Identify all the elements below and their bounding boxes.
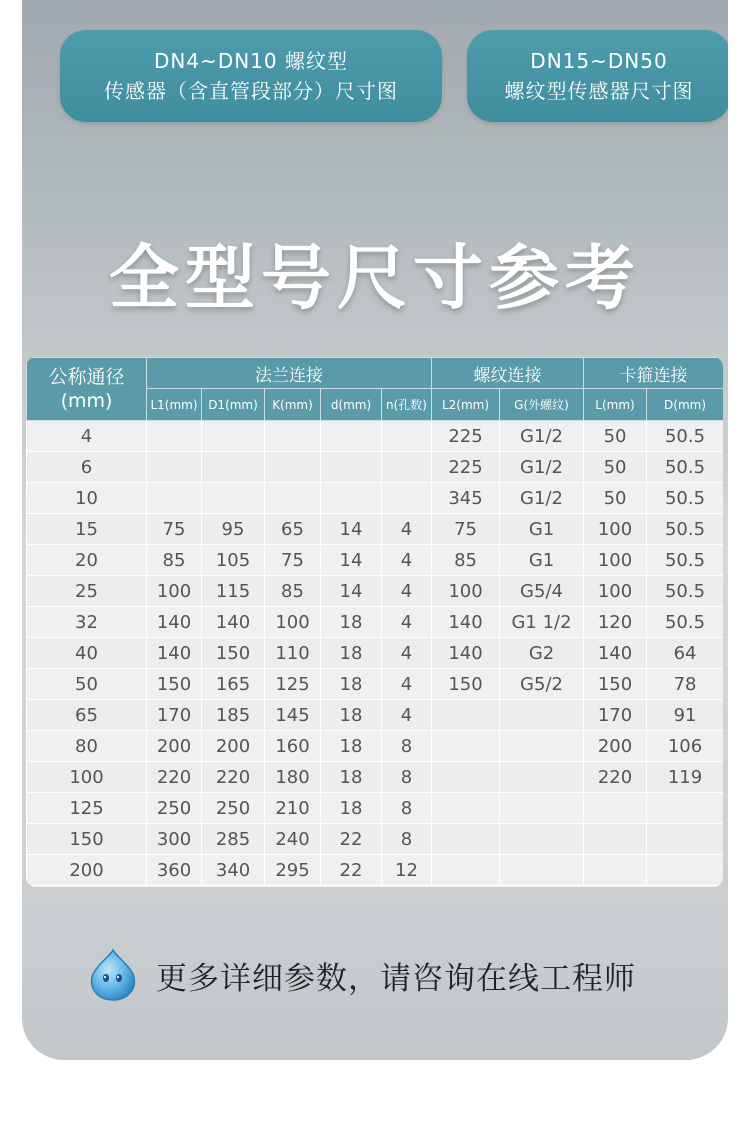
table-cell: 78 <box>647 669 723 700</box>
table-cell <box>382 421 432 452</box>
table-cell: 110 <box>265 638 321 669</box>
table-cell: 119 <box>647 762 723 793</box>
table-cell: 285 <box>202 824 265 855</box>
table-cell: 100 <box>584 514 647 545</box>
table-cell: 91 <box>647 700 723 731</box>
table-cell: 220 <box>584 762 647 793</box>
table-cell <box>265 483 321 514</box>
table-cell: 160 <box>265 731 321 762</box>
table-row <box>27 514 724 545</box>
table-cell: 75 <box>265 545 321 576</box>
table-cell: 18 <box>321 700 382 731</box>
nominal-diameter-cell: 200 <box>27 855 147 886</box>
table-cell: 140 <box>202 607 265 638</box>
left-button-line1: DN4~DN10 螺纹型 <box>153 49 348 73</box>
table-cell <box>584 855 647 886</box>
footer-contact <box>88 948 636 1002</box>
table-cell <box>647 824 723 855</box>
nominal-diameter-cell: 4 <box>27 421 147 452</box>
table-cell <box>265 452 321 483</box>
column-header: L2(mm) <box>432 389 500 421</box>
table-cell: 100 <box>432 576 500 607</box>
table-cell: 140 <box>147 638 202 669</box>
table-cell <box>500 700 584 731</box>
table-cell: 106 <box>647 731 723 762</box>
table-cell <box>202 421 265 452</box>
table-cell <box>584 793 647 824</box>
table-cell: 12 <box>382 855 432 886</box>
table-cell <box>321 421 382 452</box>
table-cell <box>500 762 584 793</box>
table-cell: G5/2 <box>500 669 584 700</box>
table-cell <box>147 483 202 514</box>
table-cell: 85 <box>265 576 321 607</box>
table-cell <box>500 855 584 886</box>
dimension-table-container <box>26 357 723 887</box>
table-cell: 360 <box>147 855 202 886</box>
table-cell: 22 <box>321 855 382 886</box>
table-cell: 250 <box>202 793 265 824</box>
table-cell: 14 <box>321 576 382 607</box>
table-cell <box>432 731 500 762</box>
table-cell: 4 <box>382 576 432 607</box>
table-cell: 18 <box>321 731 382 762</box>
table-cell: G1/2 <box>500 421 584 452</box>
footer-text: 更多详细参数，请咨询在线工程师 <box>156 960 636 997</box>
table-cell: 50.5 <box>647 576 723 607</box>
table-cell: G2 <box>500 638 584 669</box>
table-cell: 225 <box>432 452 500 483</box>
table-cell <box>147 452 202 483</box>
table-cell <box>432 793 500 824</box>
table-cell: 185 <box>202 700 265 731</box>
table-cell: 150 <box>202 638 265 669</box>
nominal-diameter-cell: 65 <box>27 700 147 731</box>
table-cell: 115 <box>202 576 265 607</box>
table-cell: 120 <box>584 607 647 638</box>
table-cell: 4 <box>382 700 432 731</box>
table-cell: 50 <box>584 452 647 483</box>
column-header: L1(mm) <box>147 389 202 421</box>
table-cell: 85 <box>432 545 500 576</box>
table-cell: 50.5 <box>647 421 723 452</box>
clamp-group-header: 卡箍连接 <box>584 358 723 389</box>
table-cell: 22 <box>321 824 382 855</box>
column-header: D1(mm) <box>202 389 265 421</box>
table-cell: 100 <box>584 545 647 576</box>
table-cell: 4 <box>382 638 432 669</box>
table-cell <box>432 762 500 793</box>
table-cell: 18 <box>321 669 382 700</box>
table-cell: 8 <box>382 762 432 793</box>
table-cell: 50.5 <box>647 483 723 514</box>
nominal-diameter-cell: 10 <box>27 483 147 514</box>
right-button-line2: 螺纹型传感器尺寸图 <box>504 79 694 103</box>
table-cell <box>321 483 382 514</box>
table-cell: 180 <box>265 762 321 793</box>
table-row <box>27 824 724 855</box>
nominal-diameter-cell: 150 <box>27 824 147 855</box>
table-cell: 50 <box>584 421 647 452</box>
table-row <box>27 607 724 638</box>
table-cell: 100 <box>584 576 647 607</box>
table-cell: 18 <box>321 638 382 669</box>
table-cell <box>202 483 265 514</box>
table-cell: 64 <box>647 638 723 669</box>
table-cell <box>432 855 500 886</box>
thread-group-header: 螺纹连接 <box>432 358 584 389</box>
table-cell: 85 <box>147 545 202 576</box>
table-cell: 50.5 <box>647 514 723 545</box>
table-cell: 105 <box>202 545 265 576</box>
table-cell <box>265 421 321 452</box>
table-cell <box>647 855 723 886</box>
table-cell <box>500 731 584 762</box>
table-cell: 100 <box>147 576 202 607</box>
flange-group-header: 法兰连接 <box>147 358 432 389</box>
table-cell: 95 <box>202 514 265 545</box>
column-header: K(mm) <box>265 389 321 421</box>
table-cell: 250 <box>147 793 202 824</box>
left-button-line2: 传感器（含直管段部分）尺寸图 <box>104 79 398 103</box>
table-cell: 200 <box>202 731 265 762</box>
table-cell <box>432 700 500 731</box>
nominal-diameter-cell: 50 <box>27 669 147 700</box>
nominal-diameter-header <box>27 358 147 421</box>
table-row <box>27 452 724 483</box>
table-row <box>27 669 724 700</box>
table-cell: 300 <box>147 824 202 855</box>
table-cell: 50.5 <box>647 452 723 483</box>
table-row <box>27 545 724 576</box>
table-row <box>27 700 724 731</box>
table-row <box>27 421 724 452</box>
right-button-line1: DN15~DN50 <box>530 49 668 73</box>
table-cell: 220 <box>147 762 202 793</box>
table-cell: 225 <box>432 421 500 452</box>
table-cell <box>202 452 265 483</box>
table-cell: 14 <box>321 514 382 545</box>
table-cell: 210 <box>265 793 321 824</box>
table-cell: 165 <box>202 669 265 700</box>
table-row <box>27 731 724 762</box>
column-header: G(外螺纹) <box>500 389 584 421</box>
table-cell: 75 <box>147 514 202 545</box>
column-header: d(mm) <box>321 389 382 421</box>
table-row <box>27 793 724 824</box>
table-cell: 125 <box>265 669 321 700</box>
nominal-diameter-cell: 125 <box>27 793 147 824</box>
table-cell: 200 <box>147 731 202 762</box>
table-cell: 140 <box>147 607 202 638</box>
page-title: 全型号尺寸参考 <box>109 237 641 319</box>
table-cell: 150 <box>584 669 647 700</box>
table-cell: G1/2 <box>500 452 584 483</box>
table-cell: 50 <box>584 483 647 514</box>
water-drop-mascot-icon <box>88 948 138 1002</box>
table-cell: 50.5 <box>647 545 723 576</box>
table-cell: 8 <box>382 824 432 855</box>
nominal-diameter-cell: 6 <box>27 452 147 483</box>
nominal-diameter-cell: 20 <box>27 545 147 576</box>
table-row <box>27 483 724 514</box>
table-cell <box>382 483 432 514</box>
nominal-diameter-cell: 100 <box>27 762 147 793</box>
table-cell: 8 <box>382 731 432 762</box>
table-cell: 170 <box>584 700 647 731</box>
dimension-table <box>26 357 723 886</box>
nominal-diameter-cell: 80 <box>27 731 147 762</box>
table-cell: G1 <box>500 514 584 545</box>
table-cell: 4 <box>382 669 432 700</box>
table-cell: 75 <box>432 514 500 545</box>
dn4-dn10-dimension-button[interactable] <box>60 30 442 122</box>
table-cell: G1 1/2 <box>500 607 584 638</box>
table-row <box>27 855 724 886</box>
table-cell: 4 <box>382 607 432 638</box>
table-cell <box>584 824 647 855</box>
table-cell: 14 <box>321 545 382 576</box>
column-header: D(mm) <box>647 389 723 421</box>
table-row <box>27 576 724 607</box>
table-cell <box>321 452 382 483</box>
table-cell <box>382 452 432 483</box>
table-cell: 150 <box>147 669 202 700</box>
table-cell: 340 <box>202 855 265 886</box>
table-row <box>27 638 724 669</box>
table-cell: G5/4 <box>500 576 584 607</box>
table-cell: 295 <box>265 855 321 886</box>
table-cell: 18 <box>321 762 382 793</box>
table-cell: 220 <box>202 762 265 793</box>
table-cell <box>147 421 202 452</box>
table-cell <box>500 793 584 824</box>
nominal-diameter-cell: 15 <box>27 514 147 545</box>
table-cell: 140 <box>432 607 500 638</box>
table-cell: 145 <box>265 700 321 731</box>
table-cell <box>432 824 500 855</box>
table-cell: 18 <box>321 607 382 638</box>
corner-header-line2: (mm) <box>60 390 113 412</box>
nominal-diameter-cell: 40 <box>27 638 147 669</box>
column-header: n(孔数) <box>382 389 432 421</box>
table-cell: 170 <box>147 700 202 731</box>
table-cell: 140 <box>584 638 647 669</box>
table-cell: 240 <box>265 824 321 855</box>
dn15-dn50-dimension-button[interactable] <box>467 30 728 122</box>
table-cell: 100 <box>265 607 321 638</box>
table-row <box>27 762 724 793</box>
table-cell: 4 <box>382 514 432 545</box>
column-header: L(mm) <box>584 389 647 421</box>
table-cell <box>500 824 584 855</box>
table-cell: G1/2 <box>500 483 584 514</box>
table-cell: 65 <box>265 514 321 545</box>
table-cell: 8 <box>382 793 432 824</box>
table-cell: 150 <box>432 669 500 700</box>
table-cell: 140 <box>432 638 500 669</box>
table-cell: 18 <box>321 793 382 824</box>
nominal-diameter-cell: 25 <box>27 576 147 607</box>
table-cell: 4 <box>382 545 432 576</box>
table-cell: 200 <box>584 731 647 762</box>
table-cell: G1 <box>500 545 584 576</box>
corner-header-line1: 公称通径 <box>48 366 125 388</box>
nominal-diameter-cell: 32 <box>27 607 147 638</box>
table-cell: 345 <box>432 483 500 514</box>
table-cell: 50.5 <box>647 607 723 638</box>
table-cell <box>647 793 723 824</box>
